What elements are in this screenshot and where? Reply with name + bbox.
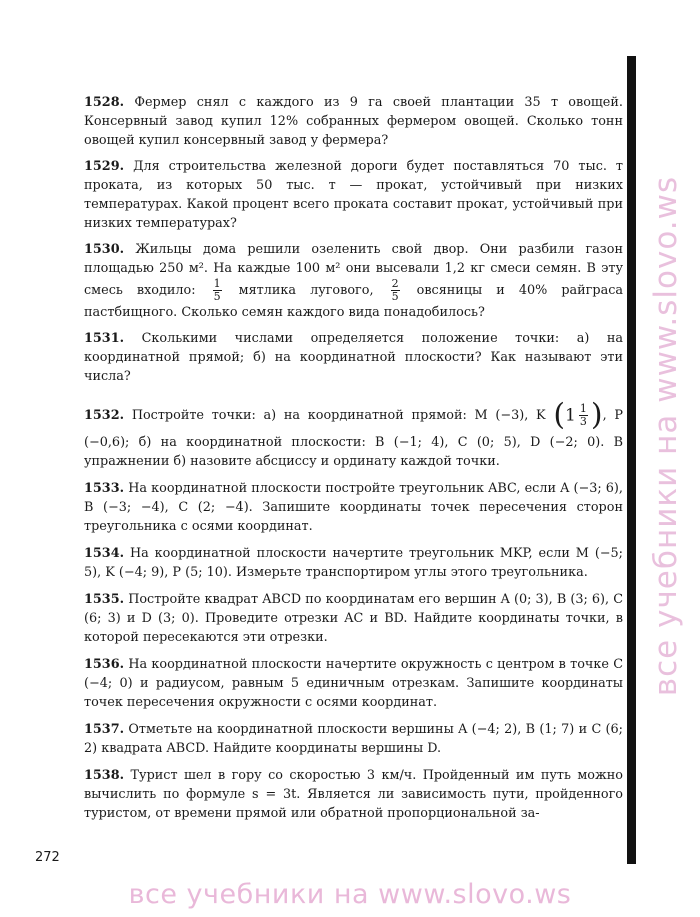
fraction-one-fifth <box>213 278 222 303</box>
problem-1532 <box>84 398 623 471</box>
fraction-denominator: 3 <box>579 415 587 428</box>
problem-text: На координатной плоскости начертите окружность с центром в точке C (−4; 0) и радиусом, равным 5 единичным отрезкам. Запишите координаты точек пересечения окружности с осями координат. <box>84 656 623 710</box>
problems-text <box>84 93 623 830</box>
mixed-number <box>553 398 602 433</box>
fraction-denominator: 5 <box>391 290 399 303</box>
problem-1529 <box>84 157 623 233</box>
close-paren: ) <box>590 397 603 433</box>
problem-number: 1534. <box>84 545 125 561</box>
problem-number: 1533. <box>84 480 125 496</box>
problem-number: 1535. <box>84 591 125 607</box>
problem-text: На координатной плоскости начертите треугольник MKP, если M (−5; 5), K (−4; 9), P (5; 10). Измерьте транспортиром углы этого треугольника. <box>84 545 623 580</box>
problem-number: 1531. <box>84 331 125 346</box>
problem-number: 1537. <box>84 721 125 737</box>
page-number: 272 <box>35 850 60 865</box>
side-watermark <box>640 64 692 808</box>
problem-1538 <box>84 766 623 823</box>
problem-text: мятлика лугового, <box>238 283 374 298</box>
problem-text: Сколькими числами определяется положение точки: а) на координатной прямой; б) на координатной плоскости? Как называют эти числа? <box>84 331 623 384</box>
problem-number: 1532. <box>84 407 125 423</box>
fraction-numerator: 1 <box>213 277 221 290</box>
problem-number: 1530. <box>84 242 125 257</box>
fraction-two-fifths <box>391 278 400 303</box>
fraction-denominator: 5 <box>213 290 221 303</box>
problem-text: , P (−0,6); б) на координатной плоскости: B (−1; 4), C (0; 5), D (−2; 0). В упражнении б) назовите абсциссу и ординату каждой точки. <box>84 407 623 469</box>
problem-1530 <box>84 240 623 322</box>
page-edge-bar <box>627 56 636 864</box>
open-paren: ( <box>553 397 566 433</box>
problem-text: Жильцы дома решили озеленить свой двор. Они разбили газон площадью 250 м². На каждые 100 м² они высевали 1,2 кг смеси семян. В эту смесь входило: <box>84 242 624 298</box>
problem-1528 <box>84 93 623 150</box>
problem-1531 <box>84 329 623 386</box>
problem-number: 1529. <box>84 159 125 174</box>
problem-text: Для строительства железной дороги будет поставляться 70 тыс. т проката, из которых 50 тыс. т — прокат, устойчивый при низких температурах. Какой процент всего проката составит прокат, устойчивый при низких температурах? <box>84 159 623 231</box>
problem-1536 <box>84 655 623 712</box>
problem-text: Фермер снял с каждого из 9 га своей плантации 35 т овощей. Консервный завод купил 12% собранных фермером овощей. Сколько тонн овощей купил консервный завод у фермера? <box>84 95 623 148</box>
mixed-whole: 1 <box>565 405 576 426</box>
fraction-numerator: 2 <box>391 277 399 290</box>
problem-text: Отметьте на координатной плоскости вершины A (−4; 2), B (1; 7) и C (6; 2) квадрата ABCD. Найдите координаты вершины D. <box>84 721 623 756</box>
problem-1535 <box>84 590 623 647</box>
problem-1537 <box>84 720 623 758</box>
bottom-watermark: все учебники на www.slovo.ws <box>128 879 572 910</box>
problem-1533 <box>84 479 623 536</box>
mixed-fraction <box>579 403 588 428</box>
problem-number: 1528. <box>84 95 125 110</box>
problem-text: Постройте точки: а) на координатной прямой: M (−3), K <box>131 407 546 423</box>
fraction-numerator: 1 <box>579 402 587 415</box>
problem-text: Постройте квадрат ABCD по координатам его вершин A (0; 3), B (3; 6), C (6; 3) и D (3; 0). Проведите отрезки AC и BD. Найдите координаты точки, в которой пересекаются эти отрезки. <box>84 591 623 645</box>
problem-text: овсяницы и 40% райграса пастбищного. Сколько семян каждого вида понадобилось? <box>84 283 623 320</box>
problem-text: На координатной плоскости постройте треугольник ABC, если A (−3; 6), B (−3; −4), C (2; −4). Запишите координаты точек пересечения сторон треугольника с осями координат. <box>84 480 623 534</box>
problem-text: Турист шел в гору со скоростью 3 км/ч. Пройденный им путь можно вычислить по формуле s = 3t. Является ли зависимость пути, пройденного туристом, от времени прямой или обратной пропорциональной за- <box>84 767 623 821</box>
problem-1534 <box>84 544 623 582</box>
problem-number: 1536. <box>84 656 125 672</box>
side-watermark-text: все учебники на www.slovo.ws <box>648 175 684 697</box>
problem-number: 1538. <box>84 767 125 783</box>
